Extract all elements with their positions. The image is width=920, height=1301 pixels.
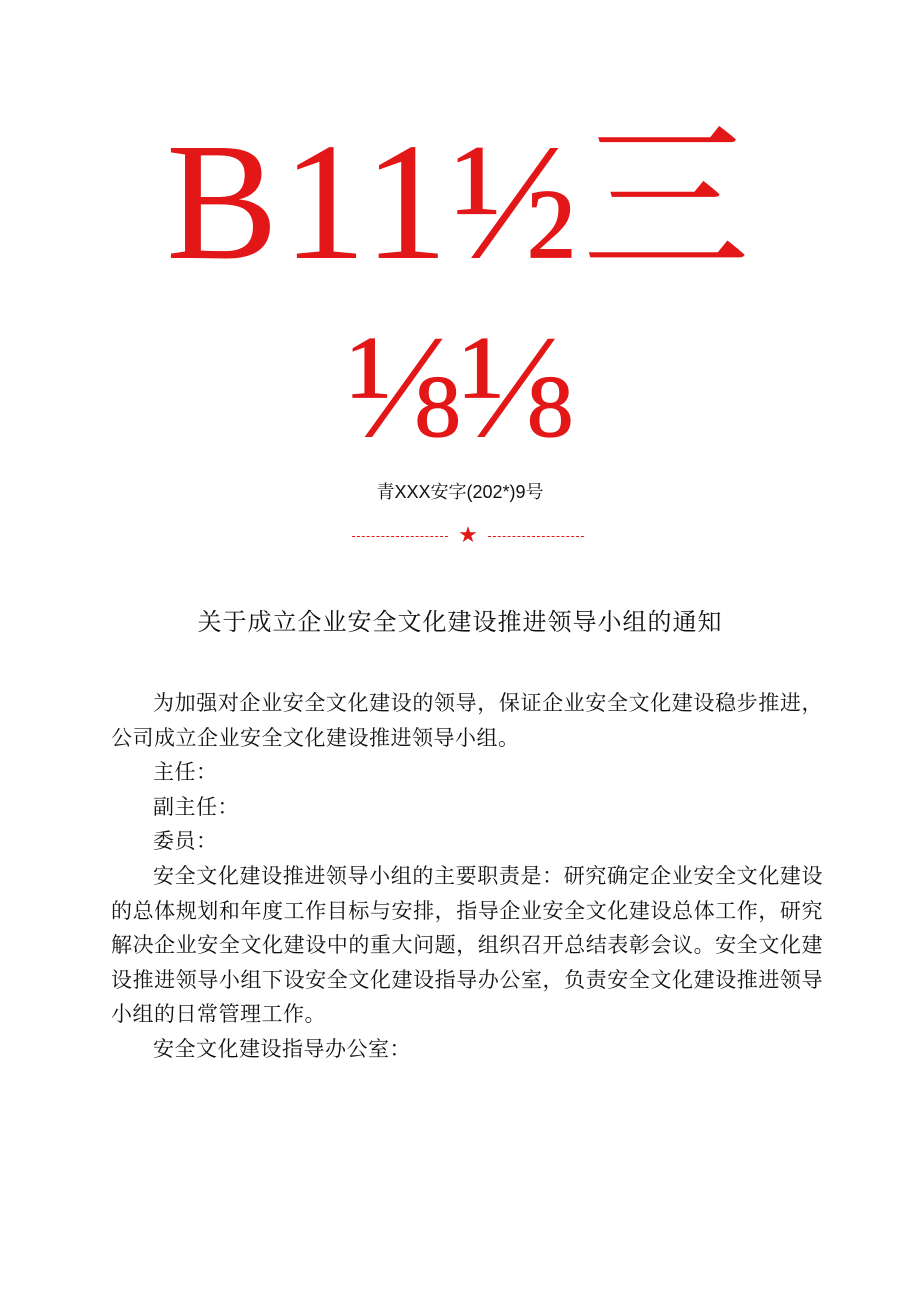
red-divider	[352, 524, 584, 548]
paragraph-deputy-director: 副主任：	[153, 794, 239, 819]
document-number: 青XXX安字(202*)9号	[376, 482, 544, 502]
divider-dash-right	[488, 536, 584, 537]
paragraph-members: 委员：	[153, 829, 218, 854]
red-header-line-1: B11½三	[166, 109, 754, 295]
document-title: 关于成立企业安全文化建设推进领导小组的通知	[197, 608, 723, 636]
star-icon: ★	[458, 523, 478, 548]
paragraph-office: 安全文化建设指导办公室：	[153, 1036, 411, 1061]
red-header-line-2: ⅛⅛	[347, 304, 573, 470]
divider-dash-left	[352, 536, 448, 537]
document-body	[111, 686, 823, 1067]
paragraph-director: 主任：	[153, 760, 218, 785]
paragraph-duties: 安全文化建设推进领导小组的主要职责是：研究确定企业安全文化建设的总体规划和年度工作目标与安排，指导企业安全文化建设总体工作，研究解决企业安全文化建设中的重大问题，组织召开总结表彰会议。安全文化建设推进领导小组下设安全文化建设指导办公室，负责安全文化建设推进领导小组的日常管理工作。	[111, 863, 823, 1027]
paragraph-intro: 为加强对企业安全文化建设的领导，保证企业安全文化建设稳步推进，公司成立企业安全文化建设推进领导小组。	[111, 691, 823, 750]
